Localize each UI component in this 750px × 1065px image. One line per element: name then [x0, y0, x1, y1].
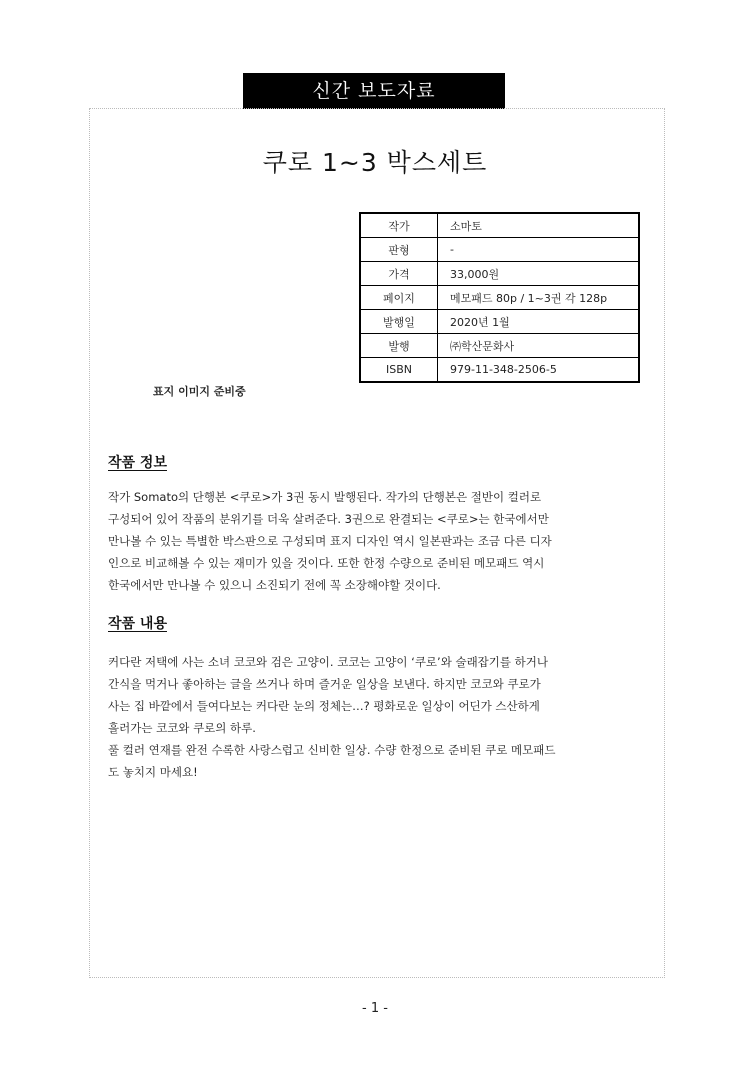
info-value-isbn: 979-11-348-2506-5 — [438, 358, 640, 383]
section-body-info — [108, 486, 648, 596]
paragraph-line: 구성되어 있어 작품의 분위기를 더욱 살려준다. 3권으로 완결되는 <쿠로>는 한국에서만 — [108, 512, 549, 526]
info-value-date: 2020년 1월 — [438, 310, 640, 334]
section-body-content — [108, 651, 648, 783]
info-key-publisher: 발행 — [360, 334, 438, 358]
info-key-price: 가격 — [360, 262, 438, 286]
page-number: - 1 - — [362, 1001, 388, 1016]
info-value-publisher: ㈜학산문화사 — [438, 334, 640, 358]
paragraph-line: 흘러가는 코코와 쿠로의 하루. — [108, 721, 256, 735]
paragraph-line: 인으로 비교해볼 수 있는 재미가 있을 것이다. 또한 한정 수량으로 준비된 메모패드 역시 — [108, 556, 545, 570]
paragraph-line: 사는 집 바깥에서 들여다보는 커다란 눈의 정체는…? 평화로운 일상이 어딘가 스산하게 — [108, 699, 540, 713]
paragraph-line: 풀 컬러 연재를 완전 수록한 사랑스럽고 신비한 일상. 수량 한정으로 준비된 쿠로 메모패드 — [108, 743, 556, 757]
info-value-author: 소마토 — [438, 213, 640, 238]
paragraph-line: 작가 Somato의 단행본 <쿠로>가 3권 동시 발행된다. 작가의 단행본은 절반이 컬러로 — [108, 490, 542, 504]
book-info-table — [359, 212, 640, 383]
info-key-pages: 페이지 — [360, 286, 438, 310]
paragraph-line: 간식을 먹거나 좋아하는 글을 쓰거나 하며 즐거운 일상을 보낸다. 하지만 코코와 쿠로가 — [108, 677, 541, 691]
table-row — [360, 238, 639, 262]
cover-image-placeholder: 표지 이미지 준비중 — [153, 385, 246, 398]
page-title: 쿠로 1~3 박스세트 — [262, 148, 488, 177]
table-row — [360, 358, 639, 383]
paragraph-line: 커다란 저택에 사는 소녀 코코와 검은 고양이. 코코는 고양이 ‘쿠로’와 술래잡기를 하거나 — [108, 655, 548, 669]
table-row — [360, 213, 639, 238]
table-row — [360, 286, 639, 310]
section-heading-info: 작품 정보 — [108, 455, 167, 471]
table-row — [360, 310, 639, 334]
table-row — [360, 262, 639, 286]
table-row — [360, 334, 639, 358]
info-key-isbn: ISBN — [360, 358, 438, 383]
info-value-format: - — [438, 238, 640, 262]
press-release-header: 신간 보도자료 — [243, 73, 505, 109]
paragraph-line: 한국에서만 만나볼 수 있으니 소진되기 전에 꼭 소장해야할 것이다. — [108, 578, 441, 592]
info-key-author: 작가 — [360, 213, 438, 238]
info-key-date: 발행일 — [360, 310, 438, 334]
paragraph-line: 만나볼 수 있는 특별한 박스판으로 구성되며 표지 디자인 역시 일본판과는 조금 다른 디자 — [108, 534, 552, 548]
info-key-format: 판형 — [360, 238, 438, 262]
info-value-pages: 메모패드 80p / 1~3권 각 128p — [438, 286, 640, 310]
paragraph-line: 도 놓치지 마세요! — [108, 765, 198, 779]
info-value-price: 33,000원 — [438, 262, 640, 286]
section-heading-content: 작품 내용 — [108, 616, 167, 632]
